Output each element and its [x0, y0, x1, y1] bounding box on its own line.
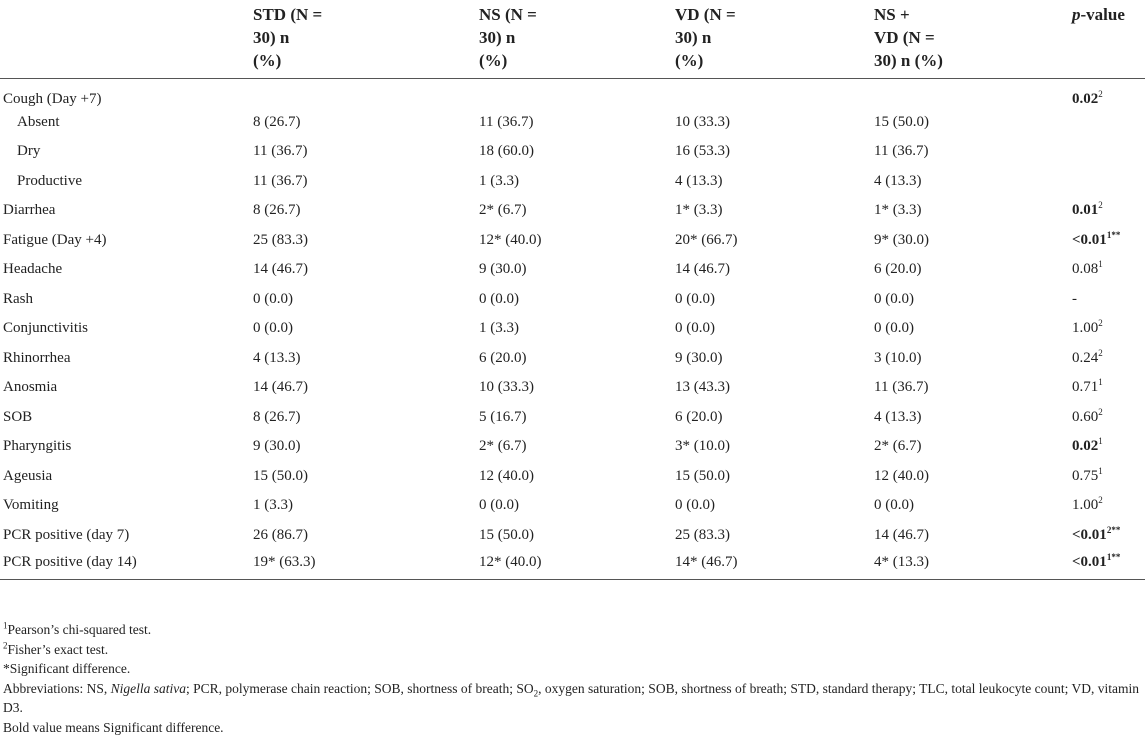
- p-value-marker: 1**: [1106, 229, 1121, 240]
- p-value-number: 0.01: [1072, 202, 1099, 219]
- p-value-marker: 2: [1098, 347, 1103, 358]
- table-row: [0, 78, 1145, 108]
- cell-ns: 12* (40.0): [479, 231, 542, 248]
- cell-vd: 14* (46.7): [675, 554, 738, 570]
- cell-vd: [675, 78, 874, 108]
- abbr-text: ; PCR, polymerase chain reaction; SOB, shortness of breath; SO: [186, 680, 534, 696]
- header-line: VD (N =: [874, 28, 935, 47]
- p-value-marker: 2: [1098, 495, 1103, 506]
- cell-nsvd: 4* (13.3): [874, 554, 929, 570]
- cell-ns: 0 (0.0): [479, 290, 519, 307]
- cell-ns: 6 (20.0): [479, 349, 527, 366]
- cell-nsvd: 9* (30.0): [874, 231, 929, 248]
- row-label: Pharyngitis: [3, 438, 72, 455]
- cell-std: 14 (46.7): [253, 261, 308, 278]
- row-label: PCR positive (day 7): [3, 526, 130, 543]
- cell-vd: 15 (50.0): [675, 467, 730, 484]
- cell-vd: 1* (3.3): [675, 202, 723, 219]
- footnote-pearson: [3, 620, 1141, 640]
- cell-vd: 13 (43.3): [675, 379, 730, 396]
- cell-nsvd: 1* (3.3): [874, 202, 922, 219]
- header-line: (%): [253, 51, 282, 70]
- row-label: PCR positive (day 14): [3, 554, 137, 570]
- footnote-text: Pearson’s chi-squared test.: [7, 622, 152, 637]
- cell-nsvd: 6 (20.0): [874, 261, 922, 278]
- cell-ns: 1 (3.3): [479, 320, 519, 337]
- row-label: Cough (Day +7): [3, 90, 102, 107]
- header-line: NS +: [874, 5, 910, 24]
- row-label: Fatigue (Day +4): [3, 231, 107, 248]
- column-header-5: [1072, 0, 1145, 78]
- cell-p-value: [1072, 314, 1145, 344]
- cell-ns: 15 (50.0): [479, 526, 534, 543]
- cell-vd: 25 (83.3): [675, 526, 730, 543]
- p-value-marker: 2: [1098, 406, 1103, 417]
- table-row: [0, 550, 1145, 580]
- cell-vd: 14 (46.7): [675, 261, 730, 278]
- cell-nsvd: [874, 78, 1072, 108]
- abbr-italic: Nigella sativa: [110, 680, 186, 696]
- p-value-marker: 1: [1098, 377, 1103, 388]
- cell-nsvd: 2* (6.7): [874, 438, 922, 455]
- p-value-marker: 1**: [1106, 552, 1121, 562]
- header-line: NS (N =: [479, 5, 537, 24]
- cell-std: 8 (26.7): [253, 408, 301, 425]
- p-value-number: 0.71: [1072, 379, 1099, 396]
- table-body: [0, 78, 1145, 580]
- cell-vd: 3* (10.0): [675, 438, 730, 455]
- footnote-fisher: [3, 640, 1141, 660]
- header-line: 30) n: [675, 28, 712, 47]
- table-row: [0, 462, 1145, 492]
- cell-ns: 11 (36.7): [479, 113, 534, 130]
- cell-p-value: [1072, 167, 1145, 197]
- cell-std: 8 (26.7): [253, 202, 301, 219]
- cell-p-value: [1072, 196, 1145, 226]
- cell-p-value: [1072, 285, 1145, 315]
- cell-p-value: [1072, 550, 1145, 580]
- header-row: [0, 0, 1145, 78]
- table-row: [0, 167, 1145, 197]
- abbr-text: , oxygen saturation; SOB, shortness of breath; STD, standard therapy; TLC, total leukocyte count; VD, vitamin D3.: [3, 680, 1139, 715]
- p-value-marker: 1: [1098, 436, 1103, 447]
- p-value-number: 1.00: [1072, 320, 1099, 337]
- column-header-0: [0, 0, 253, 78]
- header-line: 30) n: [253, 28, 290, 47]
- cell-p-value: [1072, 462, 1145, 492]
- row-label: Absent: [17, 113, 60, 130]
- cell-std: 14 (46.7): [253, 379, 308, 396]
- row-label: SOB: [3, 408, 33, 425]
- cell-p-value: [1072, 226, 1145, 256]
- table-row: [0, 137, 1145, 167]
- cell-ns: 0 (0.0): [479, 497, 519, 514]
- row-label: Conjunctivitis: [3, 320, 89, 337]
- cell-std: 0 (0.0): [253, 290, 293, 307]
- p-value-number: 0.75: [1072, 467, 1099, 484]
- cell-nsvd: 14 (46.7): [874, 526, 929, 543]
- header-line: 30) n (%): [874, 51, 943, 70]
- cell-nsvd: 15 (50.0): [874, 113, 929, 130]
- cell-p-value: [1072, 78, 1145, 108]
- footnote-text: Fisher’s exact test.: [7, 641, 109, 657]
- cell-ns: 9 (30.0): [479, 261, 527, 278]
- cell-ns: 5 (16.7): [479, 408, 527, 425]
- p-value-marker: 2**: [1106, 524, 1121, 535]
- column-header-4: [874, 0, 1072, 78]
- p-value-number: 0.02: [1072, 90, 1099, 107]
- cell-nsvd: 11 (36.7): [874, 143, 929, 160]
- cell-ns: 18 (60.0): [479, 143, 534, 160]
- row-label: Rash: [3, 290, 33, 307]
- cell-std: [253, 78, 479, 108]
- table-header: [0, 0, 1145, 78]
- table-row: [0, 373, 1145, 403]
- cell-ns: 12* (40.0): [479, 554, 542, 570]
- table-row: [0, 403, 1145, 433]
- cell-p-value: [1072, 432, 1145, 462]
- row-label: Vomiting: [3, 497, 59, 514]
- cell-nsvd: 12 (40.0): [874, 467, 929, 484]
- cell-vd: 0 (0.0): [675, 320, 715, 337]
- cell-ns: 2* (6.7): [479, 438, 527, 455]
- p-value-number: 1.00: [1072, 497, 1099, 514]
- row-label: Headache: [3, 261, 63, 278]
- header-line: (%): [675, 51, 704, 70]
- row-label: Dry: [17, 143, 41, 160]
- cell-p-value: [1072, 491, 1145, 521]
- row-label: Rhinorrhea: [3, 349, 71, 366]
- cell-ns: 12 (40.0): [479, 467, 534, 484]
- footnote-abbreviations: [3, 679, 1141, 718]
- cell-std: 0 (0.0): [253, 320, 293, 337]
- cell-p-value: [1072, 403, 1145, 433]
- cell-nsvd: 11 (36.7): [874, 379, 929, 396]
- cell-std: 11 (36.7): [253, 172, 308, 189]
- table-row: [0, 108, 1145, 138]
- cell-vd: 16 (53.3): [675, 143, 730, 160]
- cell-std: 8 (26.7): [253, 113, 301, 130]
- cell-vd: 20* (66.7): [675, 231, 738, 248]
- footnote-significant: *Significant difference.: [3, 661, 131, 676]
- p-value-number: 0.02: [1072, 438, 1099, 455]
- cell-std: 15 (50.0): [253, 467, 308, 484]
- cell-ns: 1 (3.3): [479, 172, 519, 189]
- table-row: [0, 314, 1145, 344]
- cell-nsvd: 0 (0.0): [874, 290, 914, 307]
- p-value-marker: 1: [1098, 259, 1103, 270]
- table-row: [0, 491, 1145, 521]
- cell-std: 19* (63.3): [253, 554, 316, 570]
- cell-p-value: [1072, 344, 1145, 374]
- row-label: Anosmia: [3, 379, 58, 396]
- p-value-marker: 2: [1098, 88, 1103, 99]
- header-line: (%): [479, 51, 508, 70]
- column-header-2: [479, 0, 675, 78]
- abbr-subscript: 2: [533, 688, 539, 699]
- p-value-number: 0.24: [1072, 349, 1099, 366]
- cell-ns: [479, 78, 675, 108]
- p-value-marker: 2: [1098, 318, 1103, 329]
- p-value-number: 0.08: [1072, 261, 1099, 278]
- row-label: Ageusia: [3, 467, 53, 484]
- table-row: [0, 432, 1145, 462]
- p-value-number: <0.01: [1072, 231, 1107, 248]
- cell-std: 9 (30.0): [253, 438, 301, 455]
- footnotes: [3, 620, 1141, 737]
- table-row: [0, 196, 1145, 226]
- cell-vd: 0 (0.0): [675, 290, 715, 307]
- p-value-number: <0.01: [1072, 526, 1107, 543]
- cell-p-value: [1072, 108, 1145, 138]
- column-header-1: [253, 0, 479, 78]
- cell-p-value: [1072, 255, 1145, 285]
- table-row: [0, 344, 1145, 374]
- column-header-3: [675, 0, 874, 78]
- cell-nsvd: 3 (10.0): [874, 349, 922, 366]
- cell-p-value: [1072, 521, 1145, 551]
- cell-vd: 0 (0.0): [675, 497, 715, 514]
- header-line: VD (N =: [675, 5, 736, 24]
- cell-std: 26 (86.7): [253, 526, 308, 543]
- p-value-number: -: [1072, 290, 1077, 307]
- cell-std: 1 (3.3): [253, 497, 293, 514]
- footnote-marker: 1: [3, 620, 8, 631]
- p-value-number: 0.60: [1072, 408, 1099, 425]
- cell-nsvd: 0 (0.0): [874, 497, 914, 514]
- cell-nsvd: 4 (13.3): [874, 172, 922, 189]
- p-italic: p: [1072, 5, 1081, 24]
- cell-p-value: [1072, 137, 1145, 167]
- cell-vd: 10 (33.3): [675, 113, 730, 130]
- row-label: Productive: [17, 172, 82, 189]
- table-row: [0, 521, 1145, 551]
- cell-std: 4 (13.3): [253, 349, 301, 366]
- table-row: [0, 285, 1145, 315]
- table-row: [0, 255, 1145, 285]
- footnote-bold-note: Bold value means Significant difference.: [3, 719, 224, 735]
- cell-vd: 9 (30.0): [675, 349, 723, 366]
- cell-p-value: [1072, 373, 1145, 403]
- cell-nsvd: 0 (0.0): [874, 320, 914, 337]
- cell-nsvd: 4 (13.3): [874, 408, 922, 425]
- footnote-marker: 2: [3, 640, 8, 650]
- cell-std: 11 (36.7): [253, 143, 308, 160]
- p-suffix: -value: [1080, 5, 1125, 24]
- cell-vd: 6 (20.0): [675, 408, 723, 425]
- header-line: 30) n: [479, 28, 516, 47]
- cell-std: 25 (83.3): [253, 231, 308, 248]
- abbr-text: Abbreviations: NS,: [3, 680, 111, 696]
- cell-vd: 4 (13.3): [675, 172, 723, 189]
- table-row: [0, 226, 1145, 256]
- p-value-marker: 1: [1098, 465, 1103, 476]
- p-value-number: <0.01: [1072, 554, 1107, 570]
- p-value-marker: 2: [1098, 200, 1103, 211]
- row-label: Diarrhea: [3, 202, 56, 219]
- cell-ns: 10 (33.3): [479, 379, 534, 396]
- header-line: STD (N =: [253, 5, 323, 24]
- cell-ns: 2* (6.7): [479, 202, 527, 219]
